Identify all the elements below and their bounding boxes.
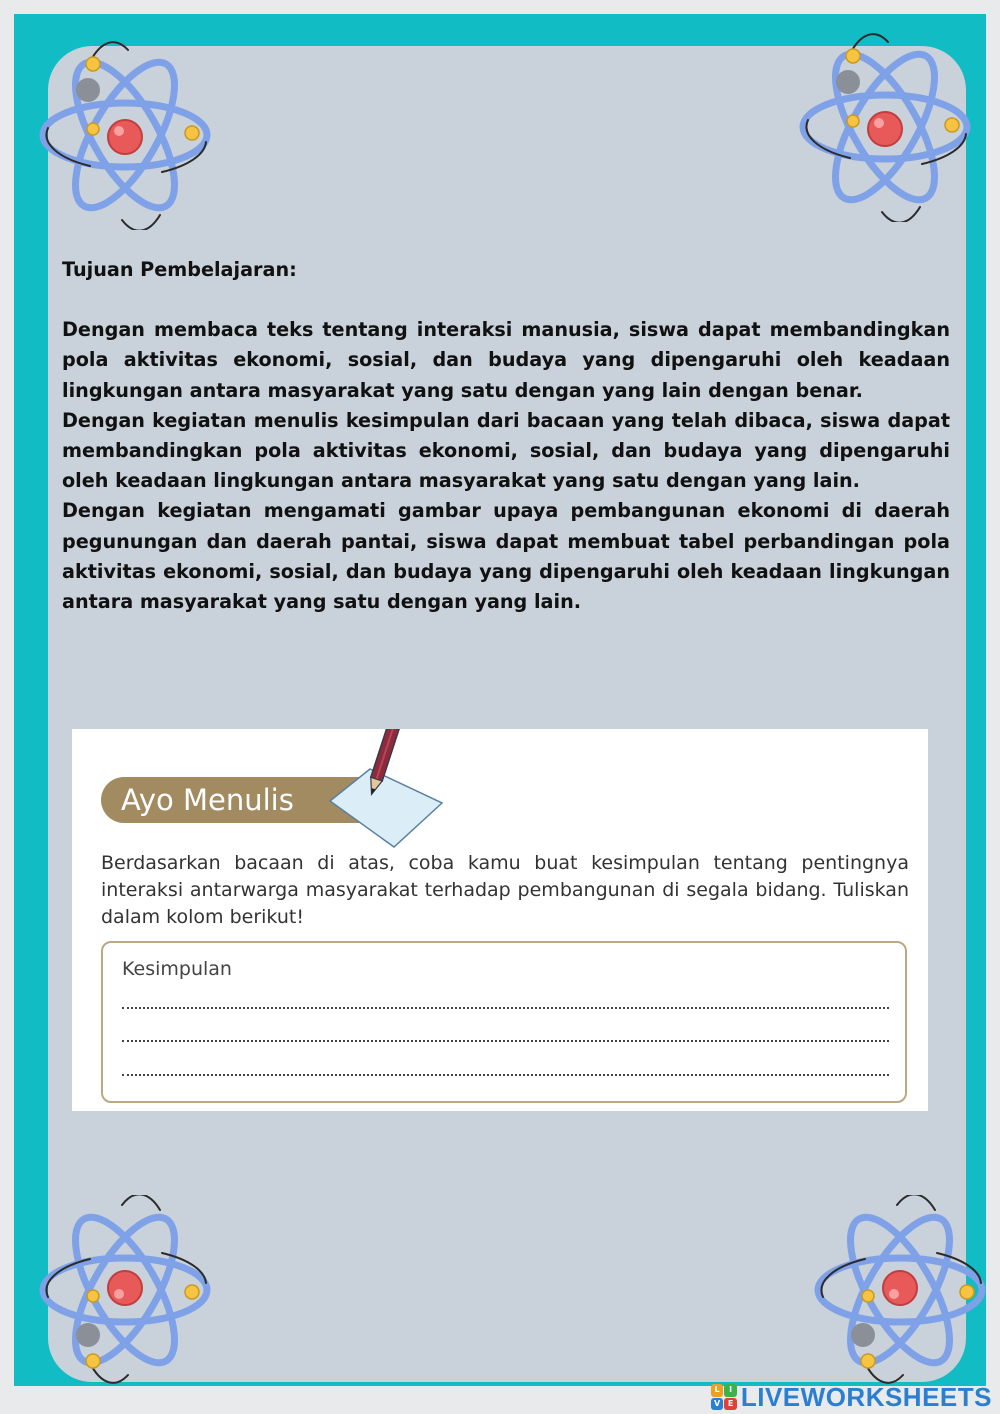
answer-line[interactable]	[122, 1074, 889, 1076]
atom-icon	[790, 32, 980, 222]
atom-icon	[30, 1195, 220, 1385]
objective-paragraph: Dengan kegiatan menulis kesimpulan dari bacaan yang telah dibaca, siswa dapat membandingkan pola aktivitas ekonomi, sosial, dan budaya yang dipengaruhi oleh keadaan lingkungan antara masyarakat yang satu dengan yang lain.	[62, 408, 950, 493]
pencil-icon	[324, 729, 444, 849]
brand-watermark	[711, 1382, 992, 1412]
paper-icon	[330, 769, 442, 847]
objective-paragraph: Dengan kegiatan mengamati gambar upaya pembangunan ekonomi di daerah pegunungan dan daerah pantai, siswa dapat membuat tabel perbandingan pola aktivitas ekonomi, sosial, dan budaya yang dipengaruhi oleh keadaan lingkungan antara masyarakat yang satu dengan yang lain.	[62, 499, 950, 614]
atom-icon	[805, 1195, 995, 1385]
atom-icon	[30, 40, 220, 230]
brand-name: LIVEWORKSHEETS	[740, 1381, 992, 1412]
answer-line[interactable]	[122, 1040, 889, 1042]
brand-logo-icon: L I V E	[711, 1384, 737, 1410]
activity-title: Ayo Menulis	[101, 777, 361, 823]
activity-instruction: Berdasarkan bacaan di atas, coba kamu buat kesimpulan tentang pentingnya interaksi antarwarga masyarakat terhadap pembangunan di segala bidang. Tuliskan dalam kolom berikut!	[101, 852, 909, 928]
learning-objectives	[62, 255, 950, 617]
objective-paragraph: Dengan membaca teks tentang interaksi manusia, siswa dapat membandingkan pola aktivitas ekonomi, sosial, dan budaya yang dipengaruhi oleh keadaan lingkungan antara masyarakat yang satu dengan yang lain dengan benar.	[62, 318, 950, 402]
objectives-heading: Tujuan Pembelajaran:	[62, 258, 297, 281]
conclusion-box	[101, 941, 907, 1103]
content-panel	[48, 46, 966, 1382]
conclusion-label: Kesimpulan	[122, 958, 232, 980]
answer-line[interactable]	[122, 1007, 889, 1009]
activity-card	[72, 729, 928, 1111]
